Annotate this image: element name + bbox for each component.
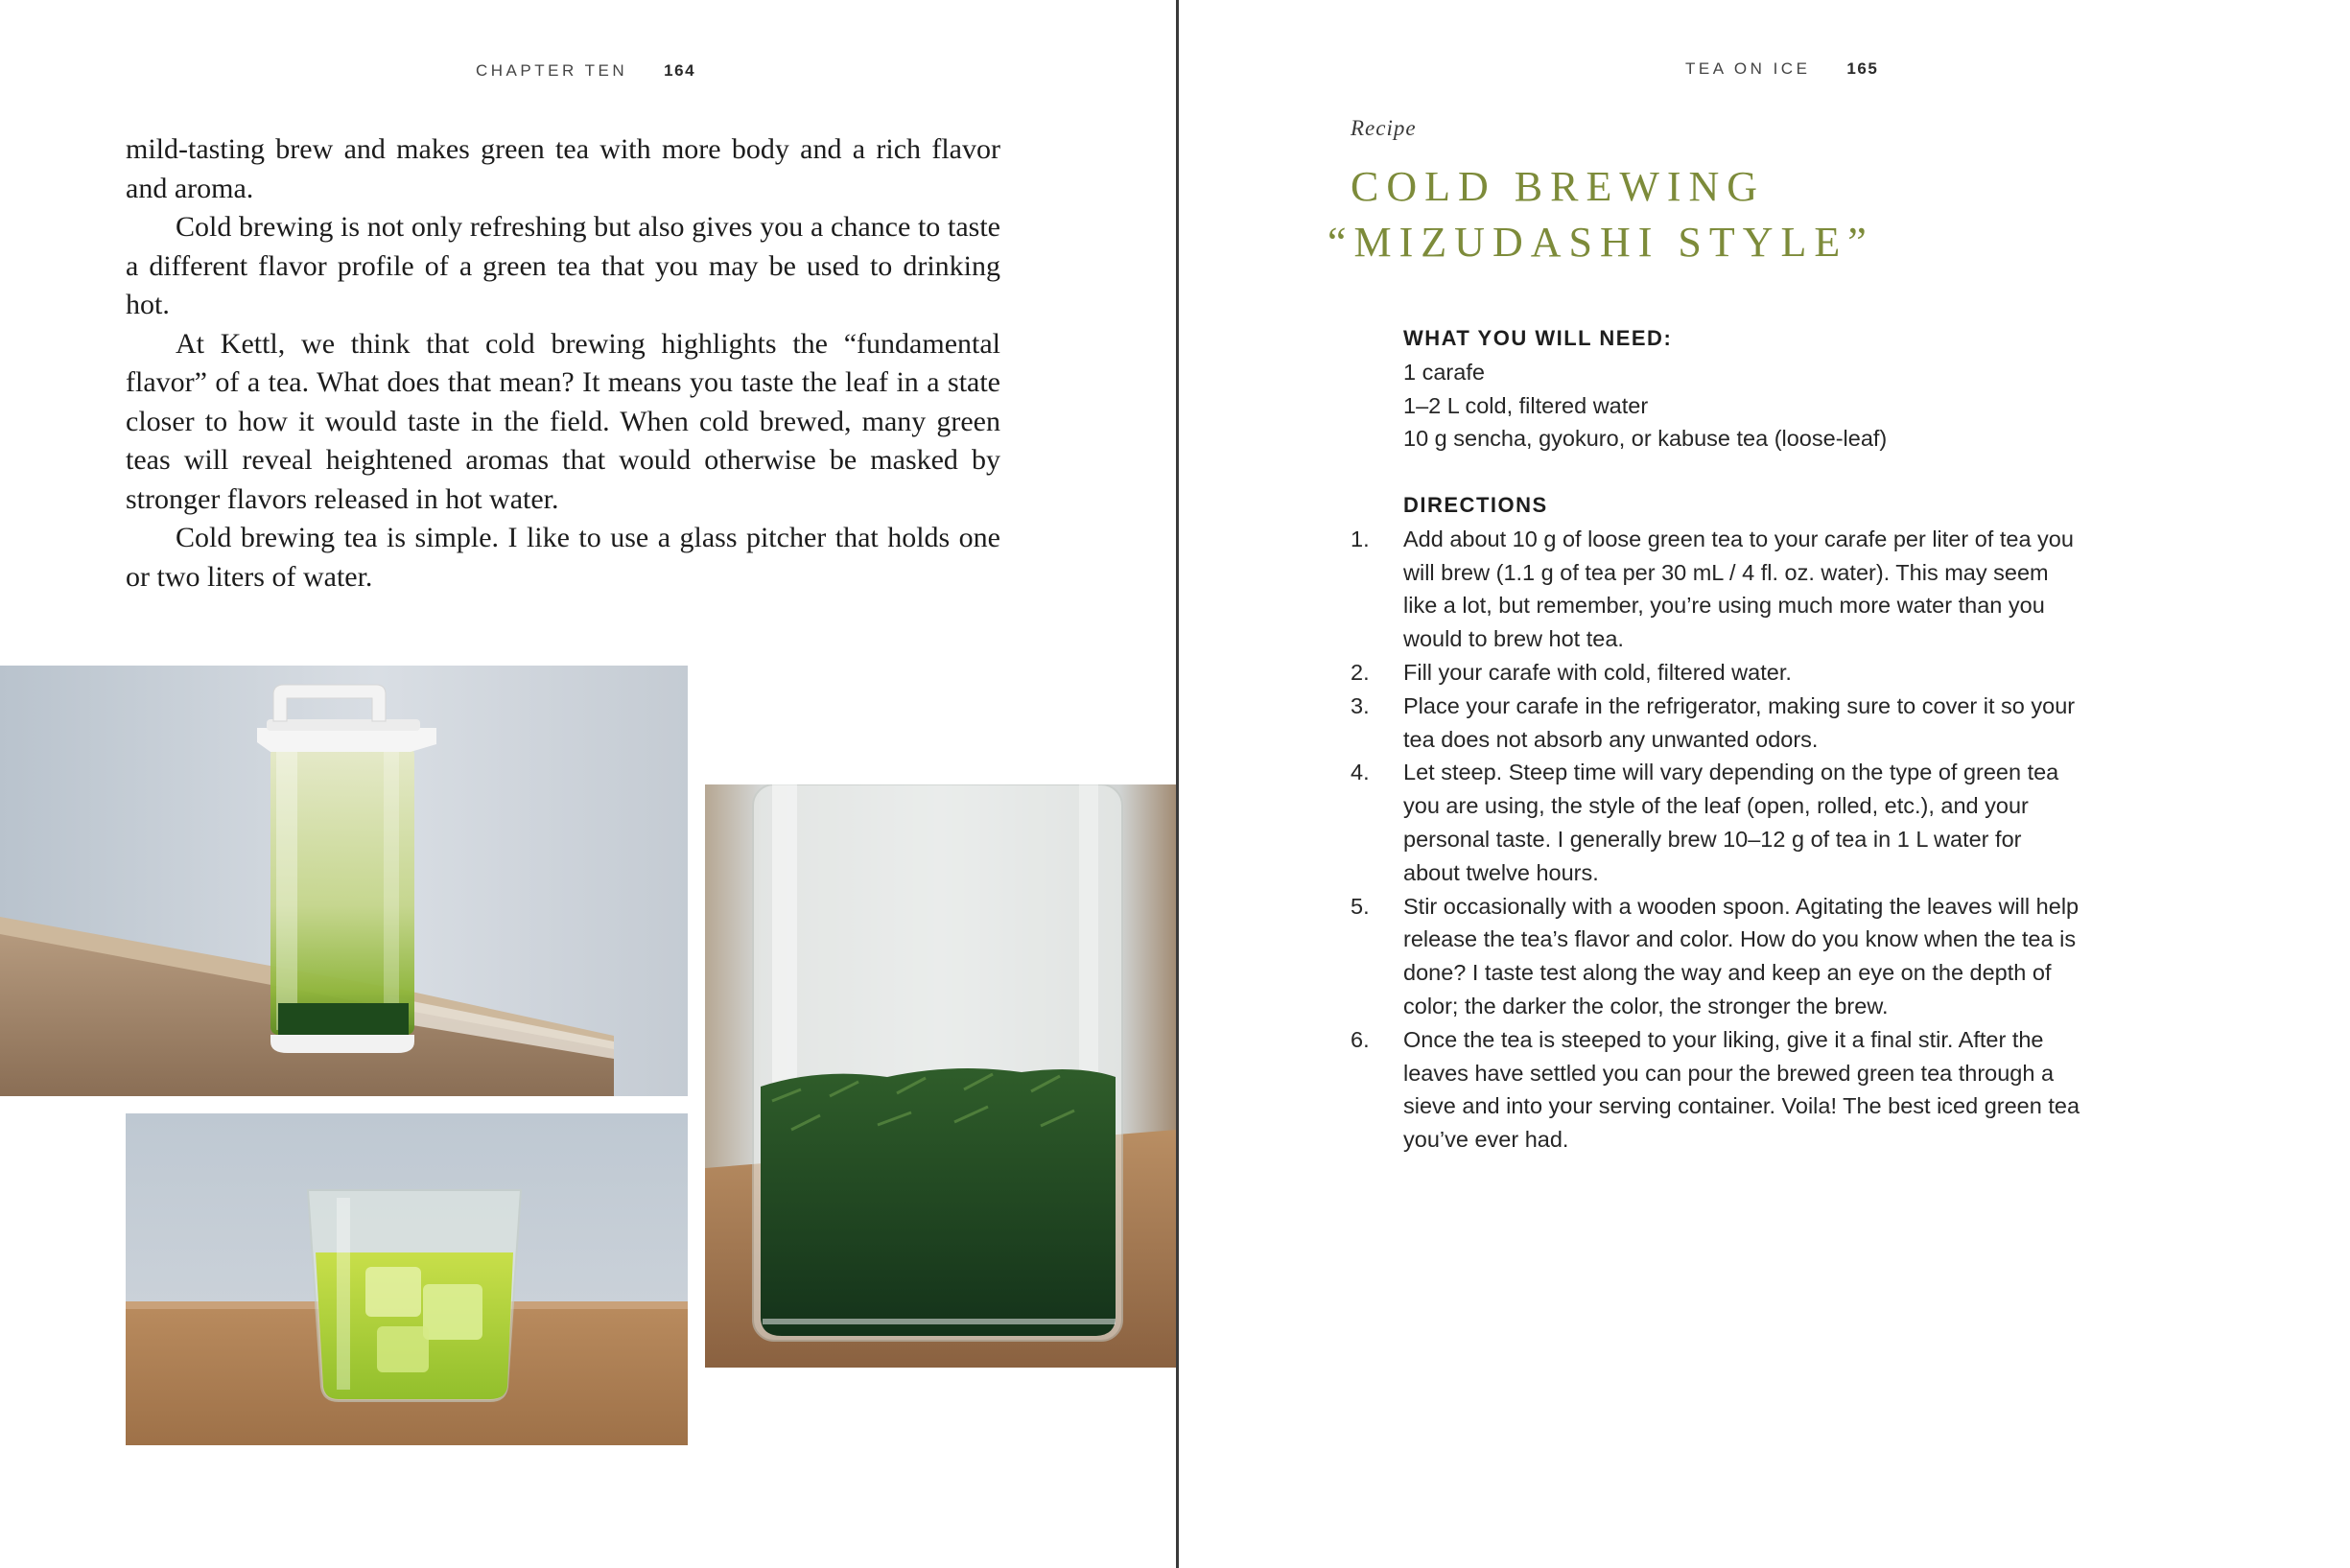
tea-pitcher-image bbox=[0, 666, 688, 1096]
step-number: 2. bbox=[1351, 659, 1370, 685]
step-text: Add about 10 g of loose green tea to your carafe per liter of tea you will brew (1.1 g of tea per 30 mL / 4 fl. oz. water). This may seem like a lot, but remember, you’re using much more water than you would to brew hot tea. bbox=[1403, 526, 2074, 652]
paragraph: At Kettl, we think that cold brewing highlights the “fundamental flavor” of a tea. What does that mean? It means you taste the leaf in a state closer to how it would taste in the field. When cold brewed, many green teas will reveal heightened aromas that would otherwise be masked by stronger flavors released in hot water. bbox=[126, 327, 1000, 515]
step-number: 5. bbox=[1351, 893, 1370, 919]
step-text: Place your carafe in the refrigerator, making sure to cover it so your tea does not absorb any unwanted odors. bbox=[1403, 692, 2076, 752]
ingredient-item: 1 carafe bbox=[1403, 359, 1485, 385]
recipe-title bbox=[1328, 159, 1874, 270]
direction-step bbox=[1351, 690, 2080, 757]
section-spacer bbox=[1351, 456, 2080, 489]
chapter-label: CHAPTER TEN bbox=[476, 61, 628, 80]
step-text: Stir occasionally with a wooden spoon. Agitating the leaves will help release the tea’s flavor and color. How do you know when the tea is done? I taste test along the way and keep an eye on the depth of color; the darker the color, the stronger the brew. bbox=[1403, 893, 2080, 1018]
section-label: TEA ON ICE bbox=[1685, 59, 1811, 78]
recipe-body bbox=[1351, 322, 2080, 1157]
direction-step bbox=[1351, 656, 2080, 690]
recipe-label: Recipe bbox=[1351, 116, 1417, 140]
running-head-right bbox=[1685, 59, 1878, 79]
directions-heading: DIRECTIONS bbox=[1403, 492, 1548, 517]
ingredients-list bbox=[1351, 356, 2080, 456]
tea-leaves-jar-image bbox=[705, 784, 1176, 1368]
ingredient-item: 10 g sencha, gyokuro, or kabuse tea (loose-leaf) bbox=[1403, 426, 1888, 452]
recipe-title-line-1: COLD BREWING bbox=[1351, 163, 1766, 210]
paragraph: Cold brewing tea is simple. I like to use a glass pitcher that holds one or two liters of water. bbox=[126, 522, 1000, 593]
page-number-right: 165 bbox=[1846, 59, 1879, 78]
paragraph: mild-tasting brew and makes green tea with more body and a rich flavor and aroma. bbox=[126, 133, 1000, 204]
step-text: Fill your carafe with cold, filtered water. bbox=[1403, 659, 1792, 685]
directions-list bbox=[1351, 523, 2080, 1157]
direction-step bbox=[1351, 1023, 2080, 1157]
step-number: 6. bbox=[1351, 1026, 1370, 1052]
step-text: Once the tea is steeped to your liking, give it a final stir. After the leaves have settled you can pour the brewed green tea through a sieve and into your serving container. Voila! The best iced green tea you’ve ever had. bbox=[1403, 1026, 2080, 1153]
running-head-left bbox=[476, 61, 695, 81]
right-page bbox=[1179, 0, 2350, 1568]
tea-pitcher-photo bbox=[0, 666, 688, 1096]
page-number-left: 164 bbox=[664, 61, 696, 80]
iced-tea-glass-photo bbox=[126, 1113, 688, 1445]
direction-step bbox=[1351, 890, 2080, 1023]
step-number: 4. bbox=[1351, 760, 1370, 785]
step-text: Let steep. Steep time will vary depending on the type of green tea you are using, the style of the leaf (open, rolled, etc.), and your personal taste. I generally brew 10–12 g of tea in 1 L water for about twelve hours. bbox=[1403, 760, 2059, 885]
step-number: 1. bbox=[1351, 526, 1370, 551]
paragraph: Cold brewing is not only refreshing but also gives you a chance to taste a different flavor profile of a green tea that you may be used to drinking hot. bbox=[126, 211, 1000, 320]
ingredients-heading: WHAT YOU WILL NEED: bbox=[1403, 326, 1673, 350]
direction-step bbox=[1351, 756, 2080, 889]
recipe-title-line-2: “MIZUDASHI STYLE” bbox=[1328, 219, 1874, 266]
step-number: 3. bbox=[1351, 692, 1370, 718]
ingredient-item: 1–2 L cold, filtered water bbox=[1403, 392, 1649, 418]
tea-leaves-jar-photo bbox=[705, 784, 1176, 1368]
body-text bbox=[126, 130, 1000, 597]
direction-step bbox=[1351, 523, 2080, 656]
iced-tea-glass-image bbox=[126, 1113, 688, 1445]
